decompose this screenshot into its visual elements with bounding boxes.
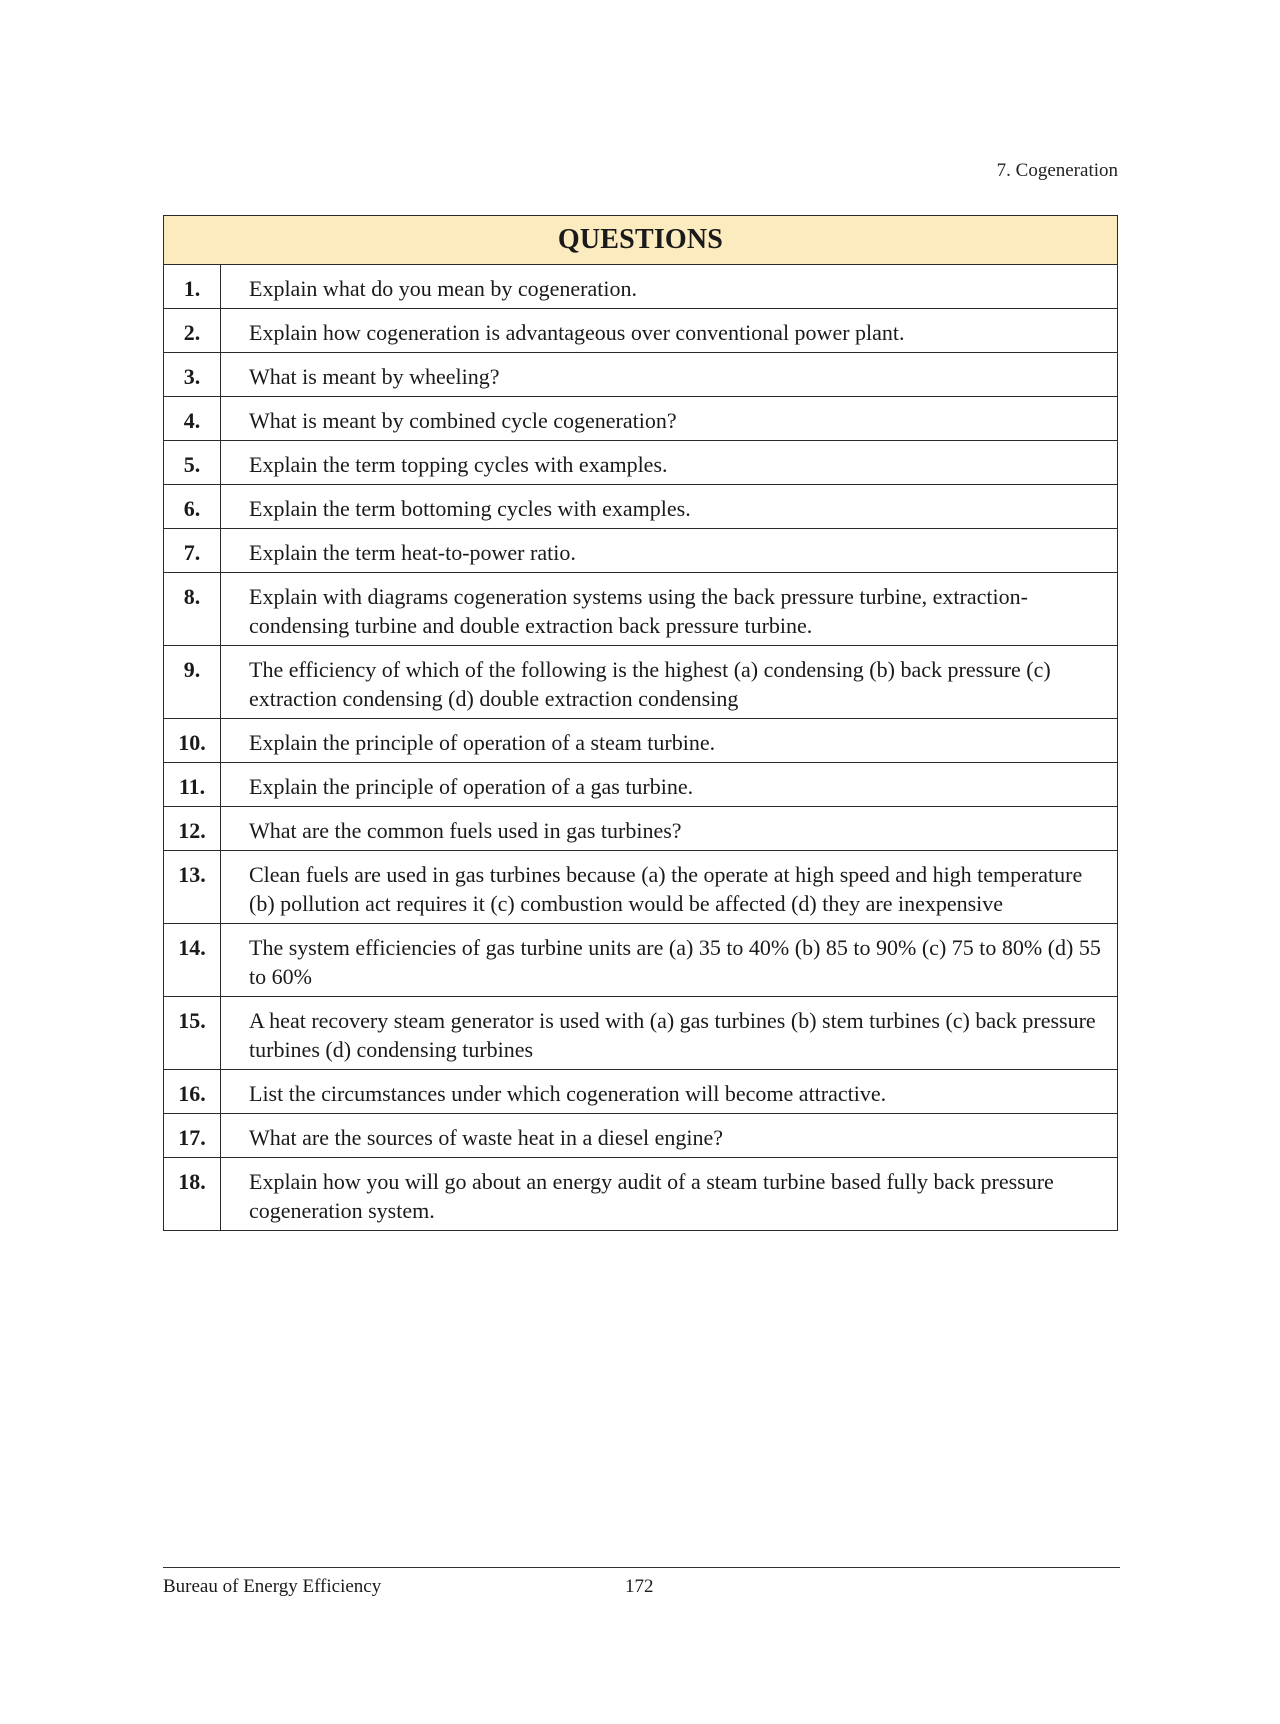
question-text: What is meant by combined cycle cogeneration? bbox=[221, 397, 1118, 441]
questions-table bbox=[163, 215, 1118, 1231]
question-text: Explain how you will go about an energy audit of a steam turbine based fully back pressure cogeneration system. bbox=[221, 1158, 1118, 1231]
table-row bbox=[164, 924, 1118, 997]
footer-divider bbox=[163, 1567, 1120, 1568]
table-title-row bbox=[164, 216, 1118, 265]
question-number: 8. bbox=[164, 573, 221, 646]
question-text: Explain what do you mean by cogeneration. bbox=[221, 265, 1118, 309]
table-row bbox=[164, 851, 1118, 924]
question-text: Explain the term heat-to-power ratio. bbox=[221, 529, 1118, 573]
question-text: What is meant by wheeling? bbox=[221, 353, 1118, 397]
question-text: Explain with diagrams cogeneration systems using the back pressure turbine, extraction-condensing turbine and double extraction back pressure turbine. bbox=[221, 573, 1118, 646]
question-text: List the circumstances under which cogeneration will become attractive. bbox=[221, 1070, 1118, 1114]
question-number: 6. bbox=[164, 485, 221, 529]
question-number: 12. bbox=[164, 807, 221, 851]
table-row bbox=[164, 573, 1118, 646]
question-text: A heat recovery steam generator is used with (a) gas turbines (b) stem turbines (c) back pressure turbines (d) condensing turbines bbox=[221, 997, 1118, 1070]
question-number: 9. bbox=[164, 646, 221, 719]
question-number: 11. bbox=[164, 763, 221, 807]
table-row bbox=[164, 1158, 1118, 1231]
question-number: 5. bbox=[164, 441, 221, 485]
table-row bbox=[164, 807, 1118, 851]
question-number: 17. bbox=[164, 1114, 221, 1158]
table-row bbox=[164, 646, 1118, 719]
question-number: 2. bbox=[164, 309, 221, 353]
footer-publisher: Bureau of Energy Efficiency bbox=[163, 1576, 382, 1597]
table-row bbox=[164, 763, 1118, 807]
question-number: 7. bbox=[164, 529, 221, 573]
table-row bbox=[164, 997, 1118, 1070]
table-row bbox=[164, 1070, 1118, 1114]
table-row bbox=[164, 397, 1118, 441]
table-row bbox=[164, 529, 1118, 573]
table-title: QUESTIONS bbox=[164, 216, 1118, 265]
question-number: 15. bbox=[164, 997, 221, 1070]
page-number: 172 bbox=[625, 1576, 654, 1597]
question-text: Explain the principle of operation of a gas turbine. bbox=[221, 763, 1118, 807]
table-row bbox=[164, 265, 1118, 309]
table-row bbox=[164, 485, 1118, 529]
question-text: Explain the term bottoming cycles with examples. bbox=[221, 485, 1118, 529]
question-number: 4. bbox=[164, 397, 221, 441]
question-text: Explain the term topping cycles with examples. bbox=[221, 441, 1118, 485]
question-number: 13. bbox=[164, 851, 221, 924]
running-head: 7. Cogeneration bbox=[996, 160, 1118, 181]
question-text: The efficiency of which of the following is the highest (a) condensing (b) back pressure (c) extraction condensing (d) double extraction condensing bbox=[221, 646, 1118, 719]
question-text: Clean fuels are used in gas turbines because (a) the operate at high speed and high temperature (b) pollution act requires it (c) combustion would be affected (d) they are inexpensive bbox=[221, 851, 1118, 924]
question-number: 18. bbox=[164, 1158, 221, 1231]
table-row bbox=[164, 719, 1118, 763]
question-number: 3. bbox=[164, 353, 221, 397]
question-number: 10. bbox=[164, 719, 221, 763]
question-text: Explain how cogeneration is advantageous over conventional power plant. bbox=[221, 309, 1118, 353]
question-number: 16. bbox=[164, 1070, 221, 1114]
question-text: The system efficiencies of gas turbine units are (a) 35 to 40% (b) 85 to 90% (c) 75 to 80% (d) 55 to 60% bbox=[221, 924, 1118, 997]
question-number: 14. bbox=[164, 924, 221, 997]
question-text: What are the sources of waste heat in a diesel engine? bbox=[221, 1114, 1118, 1158]
table-row bbox=[164, 353, 1118, 397]
table-row bbox=[164, 309, 1118, 353]
question-text: What are the common fuels used in gas turbines? bbox=[221, 807, 1118, 851]
question-text: Explain the principle of operation of a steam turbine. bbox=[221, 719, 1118, 763]
table-row bbox=[164, 441, 1118, 485]
question-number: 1. bbox=[164, 265, 221, 309]
table-row bbox=[164, 1114, 1118, 1158]
